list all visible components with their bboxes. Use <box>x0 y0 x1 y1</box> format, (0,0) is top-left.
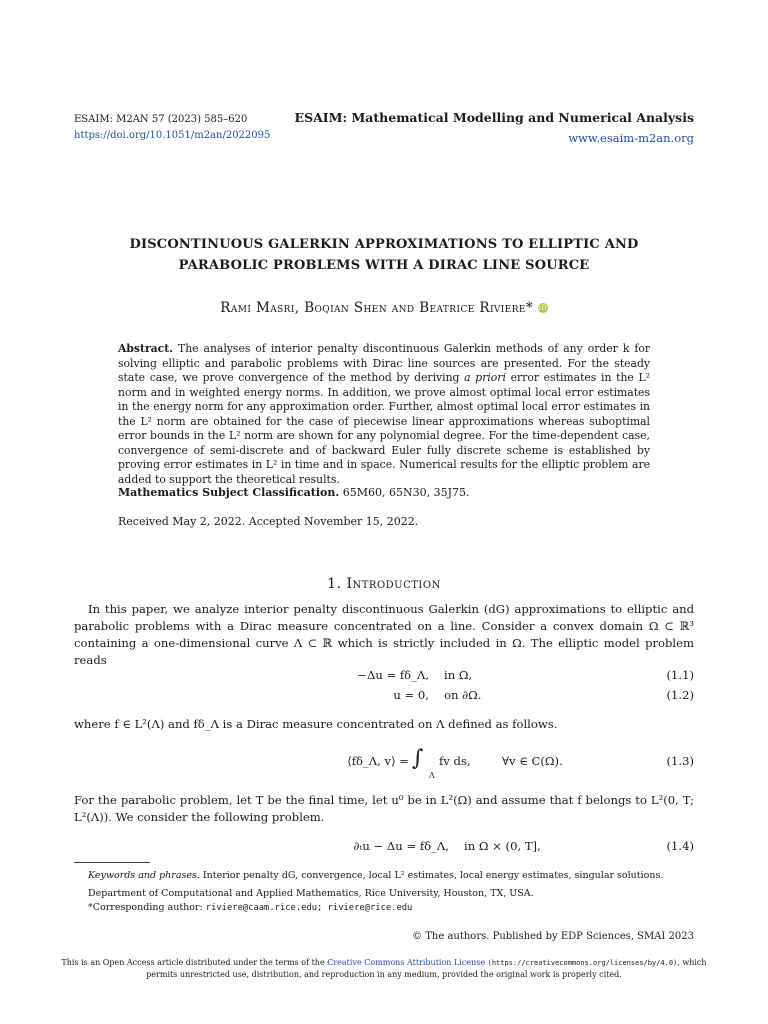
paper-title <box>74 234 694 276</box>
integral-domain: Λ <box>429 771 435 780</box>
msc-value: 65M60, 65N30, 35J75. <box>342 486 470 499</box>
title-line-2: PARABOLIC PROBLEMS WITH A DIRAC LINE SOURCE <box>178 258 590 273</box>
license-notice <box>60 957 708 980</box>
affiliation: Department of Computational and Applied Mathematics, Rice University, Houston, TX, USA. <box>88 888 534 899</box>
cc-license-link[interactable]: Creative Commons Attribution License <box>327 958 486 967</box>
equation-1-4 <box>74 839 694 857</box>
corresponding-author <box>88 901 694 915</box>
orcid-icon[interactable]: iD <box>538 304 548 312</box>
eq-1-1-number: (1.1) <box>666 668 694 682</box>
paragraph-3: For the parabolic problem, let T be the final time, let u⁰ be in L²(Ω) and assume that f belongs to L²(0, T; L²(Λ)). We consider the following problem. <box>74 793 694 824</box>
doi-link[interactable]: https://doi.org/10.1051/m2an/2022095 <box>74 130 271 141</box>
keywords-text: Interior penalty dG, convergence, local L² estimates, local energy estimates, singular solutions. <box>202 870 664 881</box>
abstract-label: Abstract. <box>118 342 173 355</box>
license-post: , which permits unrestricted use, distribution, and reproduction in any medium, provided the original work is properly cited. <box>146 958 707 979</box>
eq-1-3-number: (1.3) <box>666 754 694 768</box>
abstract-text-b: error estimates in the L² norm and in weighted energy norms. In addition, we prove almost optimal local error estimates in the energy norm for any approximation order. Further, almost optimal local error estimates in the L² norm are obtained for the case of piecewise linear approximations whereas suboptimal error bounds in the L² norm are shown for any polynomial degree. For the time-dependent case, convergence of semi-discrete and of backward Euler fully discrete scheme is established by proving error estimates in L² in time and in space. Numerical results for the elliptic problem are added to support the theoretical results. <box>118 371 650 486</box>
keywords-footnote <box>88 869 694 883</box>
citation: ESAIM: M2AN 57 (2023) 585–620 <box>74 114 248 125</box>
authors <box>74 300 694 316</box>
eq-1-3-lhs: ⟨fδ_Λ, v⟩ = <box>347 754 409 768</box>
journal-citation-block <box>74 112 270 144</box>
author-emails[interactable]: riviere@caam.rice.edu; riviere@rice.edu <box>205 903 413 913</box>
eq-1-2-rhs: on ∂Ω. <box>444 688 482 702</box>
received-dates: Received May 2, 2022. Accepted November 15, 2022. <box>118 515 419 528</box>
cc-license-url[interactable]: (https://creativecommons.org/licenses/by/4.0) <box>487 959 678 967</box>
eq-1-4-number: (1.4) <box>666 839 694 853</box>
msc-line <box>118 486 470 499</box>
eq-1-4-lhs: ∂ₜu − Δu = fδ_Λ, <box>353 839 449 853</box>
author-names: Rami Masri, Boqian Shen and Beatrice Riviere* <box>220 300 534 316</box>
eq-1-1-rhs: in Ω, <box>444 668 473 682</box>
eq-1-2-number: (1.2) <box>666 688 694 702</box>
abstract <box>118 342 650 487</box>
eq-1-1-lhs: −Δu = fδ_Λ, <box>357 668 429 682</box>
eq-1-3-body: fv ds, <box>439 754 471 768</box>
journal-header <box>295 109 694 146</box>
paragraph-2: where f ∈ L²(Λ) and fδ_Λ is a Dirac measure concentrated on Λ defined as follows. <box>74 717 558 731</box>
msc-label: Mathematics Subject Classification. <box>118 486 340 499</box>
abstract-italic: a priori <box>464 371 506 384</box>
eq-1-4-rhs: in Ω × (0, T], <box>464 839 541 853</box>
keywords-label: Keywords and phrases. <box>88 870 200 881</box>
section-heading: 1. Introduction <box>327 576 441 592</box>
equation-1-3 <box>74 746 694 780</box>
eq-1-3-rhs: ∀v ∈ C(Ω). <box>502 754 563 768</box>
journal-website-link[interactable]: www.esaim-m2an.org <box>568 131 694 145</box>
abstract-text-a: The analyses of interior penalty discontinuous Galerkin methods of any order k for solving elliptic and parabolic problems with Dirac line sources are presented. For the steady state case, we prove convergence of the method by deriving <box>118 342 651 384</box>
copyright-notice: © The authors. Published by EDP Sciences, SMAI 2023 <box>412 931 694 942</box>
footnote-divider <box>74 862 150 863</box>
corresponding-label: *Corresponding author: <box>88 902 203 913</box>
integral-sign: ∫ <box>412 746 424 771</box>
title-line-1: DISCONTINUOUS GALERKIN APPROXIMATIONS TO ELLIPTIC AND <box>129 237 639 252</box>
license-pre: This is an Open Access article distributed under the terms of the <box>61 958 325 967</box>
intro-paragraph: In this paper, we analyze interior penalty discontinuous Galerkin (dG) approximations to elliptic and parabolic problems with a Dirac measure concentrated on a line. Consider a convex domain Ω ⊂ ℝ³ containing a one-dimensional curve Λ ⊂ ℝ which is strictly included in Ω. The elliptic model problem reads <box>74 602 694 667</box>
journal-name: ESAIM: Mathematical Modelling and Numerical Analysis <box>294 110 694 125</box>
equation-1-1 <box>74 668 694 686</box>
eq-1-2-lhs: u = 0, <box>393 688 429 702</box>
equation-1-2 <box>74 688 694 706</box>
